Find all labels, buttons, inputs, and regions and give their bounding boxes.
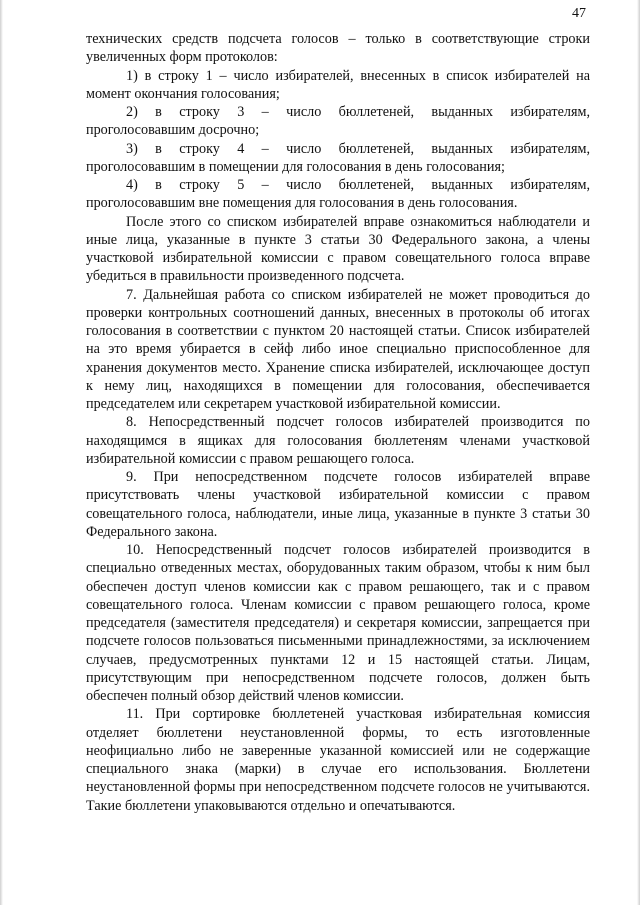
paragraph-observers: После этого со списком избирателей вправе ознакомиться наблюдатели и иные лица, указанные в пункте 3 статьи 30 Федерального закона, а члены участковой избирательной комиссии с правом совещательного голоса вправе убедиться в правильности произведенного подсчета. — [86, 213, 590, 285]
list-item-row-3: 2) в строку 3 – число бюллетеней, выданных избирателям, проголосовавшим досрочно; — [86, 104, 590, 139]
paragraph-clause-9: 9. При непосредственном подсчете голосов избирателей вправе присутствовать члены участковой избирательной комиссии с правом совещательного голоса, наблюдатели, иные лица, указанные в пункте 3 статьи 30 Федерального закона. — [86, 469, 590, 540]
list-item-row-5: 4) в строку 5 – число бюллетеней, выданных избирателям, проголосовавшим вне помещения для голосования в день голосования. — [86, 177, 590, 212]
list-item-row-4: 3) в строку 4 – число бюллетеней, выданных избирателям, проголосовавшим в помещении для голосования в день голосования; — [86, 140, 590, 175]
paragraph-clause-7: 7. Дальнейшая работа со списком избирателей не может проводиться до проверки контрольных соотношений данных, внесенных в протоколы об итогах голосования в соответствии с пунктом 20 настоящей статьи. Список избирателей на это время убирается в сейф либо иное специально приспособленное для хранения документов место. Хранение списка избирателей, исключающее доступ к нему лиц, находящихся в помещении для голосования, обеспечивается председателем или секретарем участковой избирательной комиссии. — [86, 286, 590, 412]
scan-edge-left — [0, 0, 3, 905]
document-body — [86, 30, 590, 815]
page-number: 47 — [572, 6, 586, 21]
paragraph-clause-8: 8. Непосредственный подсчет голосов избирателей производится по находящимся в ящиках для голосования бюллетеням членами участковой избирательной комиссии с правом решающего голоса. — [86, 414, 590, 467]
paragraph-clause-11: 11. При сортировке бюллетеней участковая избирательная комиссия отделяет бюллетени неустановленной формы, то есть изготовленные неофициально либо не заверенные указанной комиссией или не содержащие специального знака (марки) в случае его использования. Бюллетени неустановленной формы при непосредственном подсчете голосов не учитываются. Такие бюллетени упаковываются отдельно и опечатываются. — [86, 706, 590, 814]
paragraph-clause-10: 10. Непосредственный подсчет голосов избирателей производится в специально отведенных местах, оборудованных таким образом, чтобы к ним был обеспечен доступ членов комиссии как с правом решающего, так и с правом совещательного голоса. Членам комиссии с правом решающего голоса, кроме председателя (заместителя председателя) и секретаря комиссии, запрещается при подсчете голосов пользоваться письменными принадлежностями, за исключением случаев, предусмотренных пунктами 12 и 15 настоящей статьи. Лицам, присутствующим при непосредственном подсчете голосов, должен быть обеспечен полный обзор действий членов комиссии. — [86, 542, 590, 704]
paragraph-continuation: технических средств подсчета голосов – только в соответствующие строки увеличенных форм протоколов: — [86, 31, 590, 66]
list-item-row-1: 1) в строку 1 – число избирателей, внесенных в список избирателей на момент окончания голосования; — [86, 67, 590, 102]
